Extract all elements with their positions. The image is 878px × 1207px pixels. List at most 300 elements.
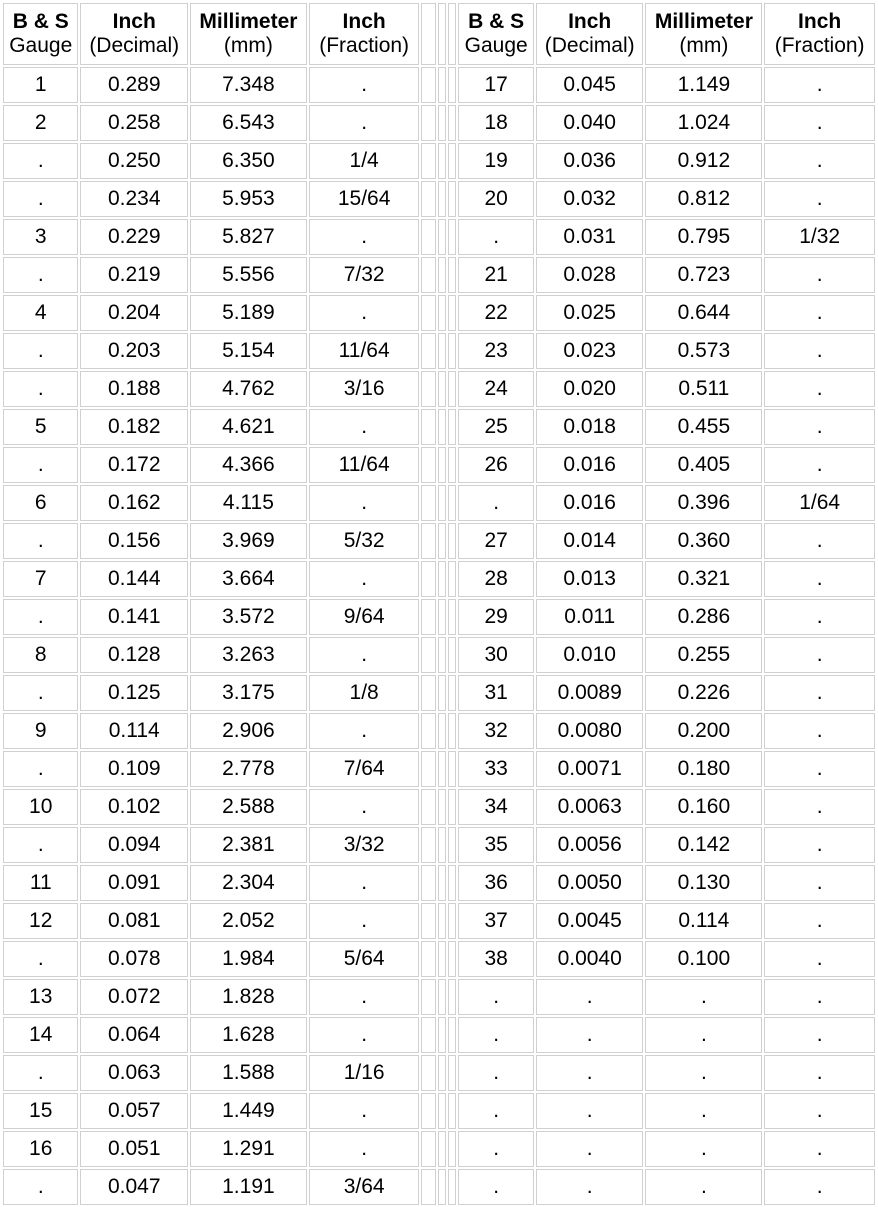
table-row [3,1093,875,1129]
cell-gauge-left: . [3,675,78,711]
cell-gauge-right: . [458,979,533,1015]
cell-gauge-left: 13 [3,979,78,1015]
cell-decimal-left: 0.229 [80,219,188,255]
column-spacer [421,789,435,825]
cell-mm-right: 0.455 [645,409,762,445]
cell-decimal-left: 0.078 [80,941,188,977]
column-spacer [438,257,446,293]
column-spacer [438,447,446,483]
cell-gauge-left: 15 [3,1093,78,1129]
cell-gauge-right: 24 [458,371,533,407]
column-spacer [448,485,456,521]
table-row [3,789,875,825]
column-spacer [421,599,435,635]
cell-gauge-right: 23 [458,333,533,369]
cell-fraction-right: . [764,865,875,901]
column-spacer [438,713,446,749]
cell-mm-left: 5.154 [190,333,307,369]
cell-mm-left: 3.175 [190,675,307,711]
cell-fraction-right: . [764,447,875,483]
cell-gauge-right: 26 [458,447,533,483]
cell-mm-left: 1.191 [190,1169,307,1205]
table-row [3,409,875,445]
cell-decimal-right: 0.014 [536,523,644,559]
cell-fraction-left: . [309,105,420,141]
cell-mm-left: 4.366 [190,447,307,483]
column-spacer [438,219,446,255]
cell-mm-left: 2.304 [190,865,307,901]
cell-fraction-left: 5/64 [309,941,420,977]
cell-decimal-right: 0.016 [536,485,644,521]
cell-fraction-right: . [764,713,875,749]
table-row [3,713,875,749]
cell-gauge-right: 35 [458,827,533,863]
cell-fraction-left: 3/16 [309,371,420,407]
cell-fraction-left: . [309,67,420,103]
cell-mm-right: 0.160 [645,789,762,825]
cell-gauge-left: . [3,333,78,369]
column-spacer [438,295,446,331]
column-spacer [438,1055,446,1091]
cell-fraction-right: . [764,1093,875,1129]
cell-gauge-right: 22 [458,295,533,331]
header-spacer [438,3,446,65]
column-spacer [448,827,456,863]
cell-gauge-right: 30 [458,637,533,673]
cell-gauge-left: . [3,599,78,635]
column-spacer [448,333,456,369]
cell-mm-left: 1.628 [190,1017,307,1053]
column-spacer [421,447,435,483]
cell-gauge-right: 33 [458,751,533,787]
cell-gauge-left: . [3,257,78,293]
table-row [3,637,875,673]
cell-mm-right: . [645,1169,762,1205]
cell-gauge-right: 20 [458,181,533,217]
cell-fraction-left: . [309,903,420,939]
table-body [3,67,875,1205]
cell-gauge-left: 10 [3,789,78,825]
cell-decimal-left: 0.063 [80,1055,188,1091]
column-spacer [438,485,446,521]
table-row [3,67,875,103]
cell-mm-left: 2.778 [190,751,307,787]
header-gauge-right: B & S Gauge [458,3,533,65]
column-spacer [438,333,446,369]
cell-fraction-right: . [764,143,875,179]
cell-mm-left: 2.381 [190,827,307,863]
cell-fraction-left: . [309,865,420,901]
column-spacer [438,181,446,217]
cell-gauge-left: 6 [3,485,78,521]
cell-gauge-right: 36 [458,865,533,901]
cell-fraction-left: 1/8 [309,675,420,711]
cell-fraction-left: 7/32 [309,257,420,293]
cell-gauge-right: . [458,219,533,255]
column-spacer [438,637,446,673]
table-row [3,523,875,559]
header-fraction-left: Inch (Fraction) [309,3,420,65]
cell-mm-right: . [645,979,762,1015]
cell-decimal-left: 0.114 [80,713,188,749]
cell-decimal-left: 0.051 [80,1131,188,1167]
cell-decimal-right: 0.0050 [536,865,644,901]
cell-mm-right: 0.321 [645,561,762,597]
table-row [3,1055,875,1091]
cell-fraction-right: . [764,941,875,977]
cell-fraction-right: 1/64 [764,485,875,521]
cell-decimal-right: 0.0040 [536,941,644,977]
column-spacer [421,67,435,103]
column-spacer [448,751,456,787]
column-spacer [448,713,456,749]
cell-decimal-right: 0.040 [536,105,644,141]
cell-decimal-right: . [536,1131,644,1167]
cell-decimal-right: 0.045 [536,67,644,103]
cell-decimal-right: 0.0045 [536,903,644,939]
cell-mm-left: 3.572 [190,599,307,635]
cell-fraction-right: . [764,67,875,103]
column-spacer [448,865,456,901]
column-spacer [448,295,456,331]
column-spacer [421,713,435,749]
cell-gauge-left: 8 [3,637,78,673]
cell-decimal-left: 0.204 [80,295,188,331]
column-spacer [448,1017,456,1053]
cell-decimal-right: 0.0080 [536,713,644,749]
cell-mm-left: 3.664 [190,561,307,597]
cell-fraction-right: . [764,789,875,825]
column-spacer [448,1131,456,1167]
column-spacer [448,447,456,483]
cell-gauge-left: 9 [3,713,78,749]
cell-decimal-right: 0.010 [536,637,644,673]
cell-gauge-left: . [3,827,78,863]
column-spacer [421,105,435,141]
cell-fraction-right: . [764,333,875,369]
cell-mm-right: 0.573 [645,333,762,369]
cell-fraction-left: . [309,409,420,445]
cell-mm-right: 0.812 [645,181,762,217]
cell-mm-left: 5.827 [190,219,307,255]
cell-gauge-right: 31 [458,675,533,711]
cell-mm-left: 2.588 [190,789,307,825]
cell-gauge-left: . [3,371,78,407]
column-spacer [421,1017,435,1053]
cell-mm-right: 0.405 [645,447,762,483]
cell-gauge-left: . [3,523,78,559]
column-spacer [448,637,456,673]
cell-gauge-right: 27 [458,523,533,559]
cell-decimal-right: 0.020 [536,371,644,407]
cell-decimal-left: 0.109 [80,751,188,787]
cell-decimal-left: 0.064 [80,1017,188,1053]
column-spacer [438,1093,446,1129]
cell-decimal-left: 0.156 [80,523,188,559]
cell-decimal-left: 0.188 [80,371,188,407]
cell-gauge-left: . [3,447,78,483]
column-spacer [438,1131,446,1167]
cell-gauge-right: 29 [458,599,533,635]
cell-mm-right: 0.255 [645,637,762,673]
cell-mm-left: 4.762 [190,371,307,407]
column-spacer [448,675,456,711]
cell-decimal-left: 0.141 [80,599,188,635]
cell-fraction-right: . [764,599,875,635]
cell-fraction-right: . [764,181,875,217]
header-mm-right: Millimeter (mm) [645,3,762,65]
cell-decimal-right: 0.023 [536,333,644,369]
header-gauge-left: B & S Gauge [3,3,78,65]
cell-fraction-left: 3/64 [309,1169,420,1205]
cell-mm-right: 0.114 [645,903,762,939]
cell-gauge-left: 3 [3,219,78,255]
table-row [3,941,875,977]
cell-gauge-right: 25 [458,409,533,445]
cell-gauge-right: 19 [458,143,533,179]
column-spacer [438,979,446,1015]
cell-decimal-right: 0.0071 [536,751,644,787]
column-spacer [421,1055,435,1091]
cell-mm-right: 0.226 [645,675,762,711]
cell-fraction-right: . [764,523,875,559]
cell-mm-left: 2.052 [190,903,307,939]
column-spacer [438,105,446,141]
cell-gauge-left: 16 [3,1131,78,1167]
cell-fraction-left: 11/64 [309,333,420,369]
cell-decimal-left: 0.094 [80,827,188,863]
cell-fraction-right: . [764,637,875,673]
cell-fraction-left: 5/32 [309,523,420,559]
cell-fraction-left: . [309,561,420,597]
cell-decimal-left: 0.258 [80,105,188,141]
column-spacer [438,1017,446,1053]
column-spacer [438,523,446,559]
cell-mm-left: 7.348 [190,67,307,103]
cell-gauge-left: . [3,143,78,179]
cell-mm-left: 3.969 [190,523,307,559]
cell-decimal-left: 0.091 [80,865,188,901]
column-spacer [448,181,456,217]
cell-decimal-left: 0.162 [80,485,188,521]
cell-mm-right: 0.511 [645,371,762,407]
cell-gauge-left: 1 [3,67,78,103]
cell-mm-right: 0.200 [645,713,762,749]
cell-gauge-right: 18 [458,105,533,141]
cell-fraction-right: . [764,1131,875,1167]
cell-fraction-left: 1/4 [309,143,420,179]
cell-mm-right: 0.723 [645,257,762,293]
cell-fraction-left: 1/16 [309,1055,420,1091]
column-spacer [448,523,456,559]
column-spacer [421,409,435,445]
cell-decimal-right: . [536,1169,644,1205]
header-mm-left: Millimeter (mm) [190,3,307,65]
column-spacer [438,751,446,787]
column-spacer [421,637,435,673]
cell-mm-left: 4.115 [190,485,307,521]
cell-decimal-right: 0.0089 [536,675,644,711]
cell-fraction-left: 15/64 [309,181,420,217]
table-row [3,599,875,635]
cell-mm-left: 5.556 [190,257,307,293]
cell-decimal-left: 0.144 [80,561,188,597]
cell-mm-right: 1.024 [645,105,762,141]
cell-mm-right: 0.142 [645,827,762,863]
cell-decimal-left: 0.172 [80,447,188,483]
cell-decimal-left: 0.072 [80,979,188,1015]
column-spacer [438,827,446,863]
header-fraction-right: Inch (Fraction) [764,3,875,65]
column-spacer [438,67,446,103]
column-spacer [421,1093,435,1129]
cell-gauge-left: . [3,751,78,787]
column-spacer [421,295,435,331]
column-spacer [438,789,446,825]
cell-gauge-left: 4 [3,295,78,331]
cell-decimal-right: 0.016 [536,447,644,483]
column-spacer [438,941,446,977]
column-spacer [421,903,435,939]
table-row [3,371,875,407]
cell-gauge-left: 2 [3,105,78,141]
cell-decimal-right: 0.013 [536,561,644,597]
column-spacer [438,599,446,635]
cell-mm-right: 0.286 [645,599,762,635]
table-row [3,485,875,521]
header-decimal-left: Inch (Decimal) [80,3,188,65]
column-spacer [421,827,435,863]
cell-gauge-right: 28 [458,561,533,597]
cell-mm-right: 0.100 [645,941,762,977]
cell-gauge-right: 32 [458,713,533,749]
header-decimal-right: Inch (Decimal) [536,3,644,65]
wire-gauge-table [1,1,877,1207]
cell-decimal-right: . [536,979,644,1015]
cell-decimal-left: 0.102 [80,789,188,825]
table-row [3,979,875,1015]
cell-decimal-right: . [536,1055,644,1091]
cell-decimal-right: . [536,1093,644,1129]
column-spacer [421,523,435,559]
column-spacer [421,371,435,407]
cell-mm-left: 6.350 [190,143,307,179]
column-spacer [438,561,446,597]
cell-fraction-right: . [764,561,875,597]
cell-mm-left: 1.984 [190,941,307,977]
column-spacer [448,599,456,635]
column-spacer [421,941,435,977]
cell-gauge-right: 34 [458,789,533,825]
cell-fraction-left: . [309,1093,420,1129]
column-spacer [421,561,435,597]
cell-fraction-right: . [764,1055,875,1091]
header-spacer [448,3,456,65]
column-spacer [448,903,456,939]
cell-mm-left: 5.189 [190,295,307,331]
cell-mm-left: 4.621 [190,409,307,445]
table-row [3,105,875,141]
cell-fraction-left: . [309,219,420,255]
column-spacer [421,257,435,293]
column-spacer [421,143,435,179]
cell-mm-left: 1.588 [190,1055,307,1091]
table-row [3,675,875,711]
cell-fraction-left: 11/64 [309,447,420,483]
cell-gauge-left: . [3,1169,78,1205]
column-spacer [448,1093,456,1129]
column-spacer [421,675,435,711]
column-spacer [421,751,435,787]
cell-gauge-left: 14 [3,1017,78,1053]
cell-mm-left: 5.953 [190,181,307,217]
cell-decimal-left: 0.047 [80,1169,188,1205]
cell-mm-right: 0.912 [645,143,762,179]
cell-fraction-left: 3/32 [309,827,420,863]
cell-mm-right: 0.180 [645,751,762,787]
cell-mm-left: 6.543 [190,105,307,141]
cell-mm-right: 1.149 [645,67,762,103]
column-spacer [448,561,456,597]
cell-decimal-left: 0.182 [80,409,188,445]
cell-gauge-right: . [458,485,533,521]
cell-gauge-left: 7 [3,561,78,597]
column-spacer [448,941,456,977]
cell-fraction-right: . [764,295,875,331]
cell-mm-right: 0.396 [645,485,762,521]
cell-decimal-right: 0.032 [536,181,644,217]
table-row [3,295,875,331]
cell-gauge-right: . [458,1055,533,1091]
cell-fraction-left: . [309,1131,420,1167]
cell-gauge-right: 21 [458,257,533,293]
cell-decimal-left: 0.219 [80,257,188,293]
column-spacer [421,219,435,255]
cell-gauge-left: . [3,181,78,217]
cell-mm-right: . [645,1093,762,1129]
cell-mm-right: 0.130 [645,865,762,901]
column-spacer [448,105,456,141]
table-row [3,447,875,483]
cell-gauge-right: . [458,1017,533,1053]
table-row [3,333,875,369]
cell-fraction-left: . [309,637,420,673]
column-spacer [448,219,456,255]
cell-gauge-left: 5 [3,409,78,445]
cell-decimal-right: 0.028 [536,257,644,293]
cell-gauge-right: . [458,1131,533,1167]
cell-mm-right: . [645,1017,762,1053]
table-row [3,561,875,597]
cell-fraction-left: . [309,295,420,331]
cell-mm-left: 1.449 [190,1093,307,1129]
table-row [3,751,875,787]
column-spacer [421,485,435,521]
cell-fraction-right: . [764,1017,875,1053]
cell-fraction-right: . [764,827,875,863]
cell-fraction-right: . [764,1169,875,1205]
table-row [3,257,875,293]
column-spacer [448,371,456,407]
table-row [3,219,875,255]
cell-mm-left: 1.291 [190,1131,307,1167]
cell-decimal-left: 0.081 [80,903,188,939]
cell-decimal-right: 0.036 [536,143,644,179]
table-row [3,143,875,179]
column-spacer [448,1055,456,1091]
cell-decimal-left: 0.203 [80,333,188,369]
table-row [3,1017,875,1053]
